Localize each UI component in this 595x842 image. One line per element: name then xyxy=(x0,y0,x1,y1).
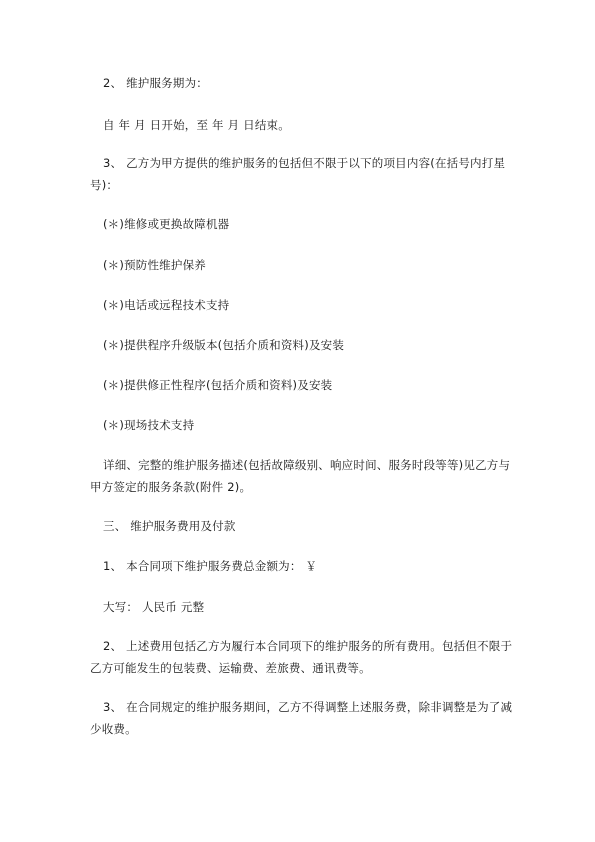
service-item-preventive-maintenance: (＊)预防性维护保养 xyxy=(103,258,206,272)
fee-coverage-line2: 乙方可能发生的包装费、运输费、差旅费、通讯费等。 xyxy=(90,661,371,675)
section-2-service-period-heading: 2、 维护服务期为： xyxy=(103,76,208,90)
service-item-remote-support: (＊)电话或远程技术支持 xyxy=(103,298,230,312)
service-item-repair: (＊)维修或更换故障机器 xyxy=(103,217,230,231)
service-period-dates: 自 年 月 日开始，至 年 月 日结束。 xyxy=(103,118,290,132)
section-3-service-items-line2: 号)： xyxy=(90,178,119,192)
service-description-line2: 甲方签定的服务条款(附件 2)。 xyxy=(90,480,252,494)
service-item-patch: (＊)提供修正性程序(包括介质和资料)及安装 xyxy=(103,378,333,392)
amount-in-words: 大写： 人民币 元整 xyxy=(103,600,205,614)
service-description-line1: 详细、完整的维护服务描述(包括故障级别、响应时间、服务时段等等)见乙方与 xyxy=(103,458,511,472)
service-item-upgrade: (＊)提供程序升级版本(包括介质和资料)及安装 xyxy=(103,338,345,352)
service-item-onsite-support: (＊)现场技术支持 xyxy=(103,418,195,432)
fee-adjustment-line1: 3、 在合同规定的维护服务期间，乙方不得调整上述服务费，除非调整是为了减 xyxy=(103,700,513,714)
fee-adjustment-line2: 少收费。 xyxy=(90,722,137,736)
total-amount-line: 1、 本合同项下维护服务费总金额为： ￥ xyxy=(103,559,318,573)
section-three-fees-heading: 三、 维护服务费用及付款 xyxy=(103,519,236,533)
fee-coverage-line1: 2、 上述费用包括乙方为履行本合同项下的维护服务的所有费用。包括但不限于 xyxy=(103,639,513,653)
section-3-service-items-line1: 3、 乙方为甲方提供的维护服务的包括但不限于以下的项目内容(在括号内打星 xyxy=(103,156,506,170)
